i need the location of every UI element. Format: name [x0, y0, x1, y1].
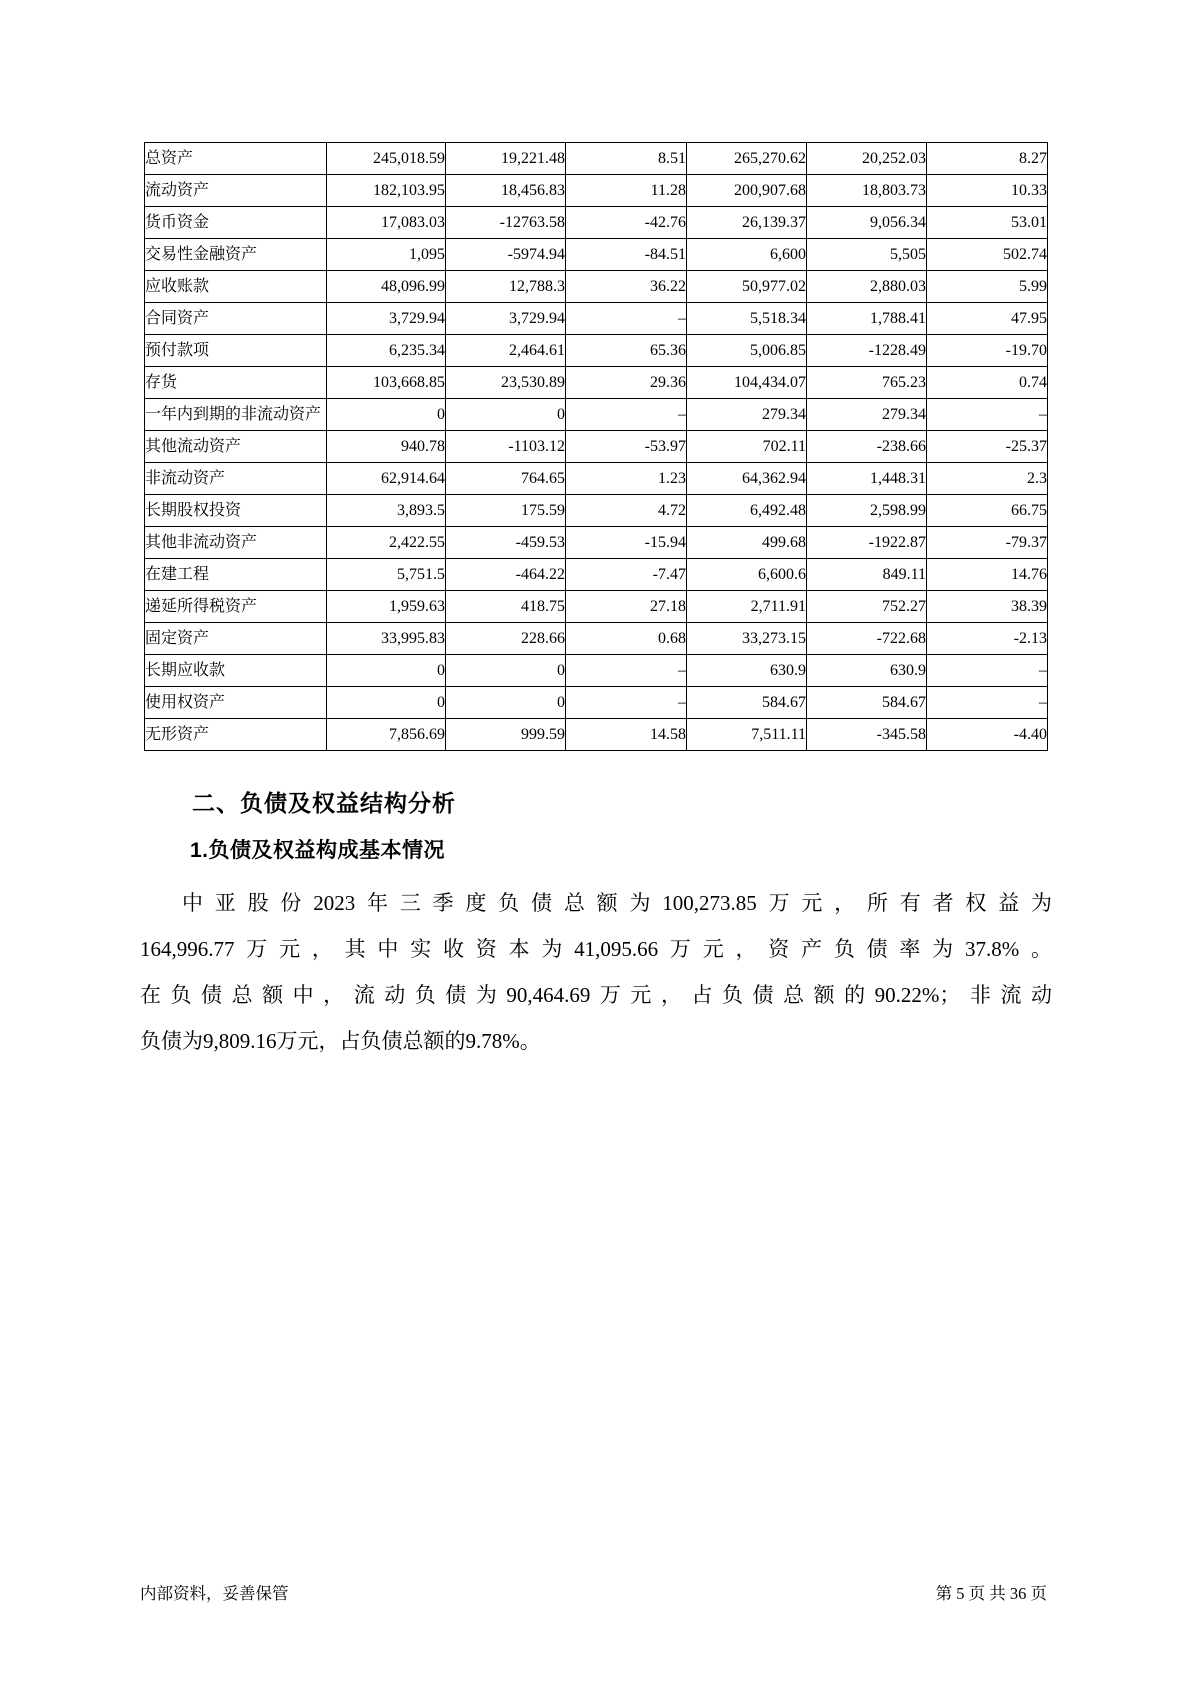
table-row: [145, 591, 1048, 623]
row-value: -12763.58: [446, 207, 566, 239]
row-value: 584.67: [807, 687, 927, 719]
table-row: [145, 367, 1048, 399]
row-value: 279.34: [807, 399, 927, 431]
row-value: 499.68: [687, 527, 807, 559]
row-value: 27.18: [566, 591, 687, 623]
row-value: 6,600: [687, 239, 807, 271]
row-value: 5.99: [927, 271, 1048, 303]
row-value: 3,729.94: [446, 303, 566, 335]
row-value: 2,422.55: [327, 527, 446, 559]
row-value: -2.13: [927, 623, 1048, 655]
table-row: [145, 271, 1048, 303]
row-value: 5,518.34: [687, 303, 807, 335]
row-value: 10.33: [927, 175, 1048, 207]
row-value: 5,505: [807, 239, 927, 271]
row-value: 62,914.64: [327, 463, 446, 495]
row-value: 29.36: [566, 367, 687, 399]
row-value: -84.51: [566, 239, 687, 271]
table-row: [145, 559, 1048, 591]
row-value: 228.66: [446, 623, 566, 655]
row-label: 存货: [145, 367, 327, 399]
row-value: 0: [327, 399, 446, 431]
table-row: [145, 143, 1048, 175]
table-row: [145, 207, 1048, 239]
row-value: 26,139.37: [687, 207, 807, 239]
row-value: 36.22: [566, 271, 687, 303]
row-value: 630.9: [687, 655, 807, 687]
row-label: 在建工程: [145, 559, 327, 591]
row-value: 3,893.5: [327, 495, 446, 527]
row-value: -15.94: [566, 527, 687, 559]
table-row: [145, 175, 1048, 207]
row-value: 1,448.31: [807, 463, 927, 495]
row-label: 货币资金: [145, 207, 327, 239]
row-value: 33,995.83: [327, 623, 446, 655]
sub-heading: 1.负债及权益构成基本情况: [190, 839, 446, 862]
row-value: 0.68: [566, 623, 687, 655]
row-value: 0: [446, 399, 566, 431]
row-label: 预付款项: [145, 335, 327, 367]
row-label: 其他流动资产: [145, 431, 327, 463]
row-value: 584.67: [687, 687, 807, 719]
row-value: 6,600.6: [687, 559, 807, 591]
table-row: [145, 527, 1048, 559]
footer-page-number: 第 5 页 共 36 页: [935, 1584, 1047, 1603]
row-value: 65.36: [566, 335, 687, 367]
paragraph-line: 164,996.77万元，其中实收资本为41,095.66万元，资产负债率为37.8%。: [140, 937, 1052, 961]
row-label: 长期应收款: [145, 655, 327, 687]
row-value: 999.59: [446, 719, 566, 751]
row-value: 7,856.69: [327, 719, 446, 751]
row-value: 5,751.5: [327, 559, 446, 591]
row-value: 0: [446, 687, 566, 719]
row-label: 固定资产: [145, 623, 327, 655]
row-value: 1,959.63: [327, 591, 446, 623]
row-value: 8.27: [927, 143, 1048, 175]
row-value: 19,221.48: [446, 143, 566, 175]
row-label: 使用权资产: [145, 687, 327, 719]
row-value: 33,273.15: [687, 623, 807, 655]
row-value: 6,235.34: [327, 335, 446, 367]
row-value: 14.76: [927, 559, 1048, 591]
row-value: -42.76: [566, 207, 687, 239]
row-value: 0: [327, 687, 446, 719]
row-value: 6,492.48: [687, 495, 807, 527]
row-value: 2,464.61: [446, 335, 566, 367]
row-value: –: [927, 687, 1048, 719]
row-value: 849.11: [807, 559, 927, 591]
table-row: [145, 687, 1048, 719]
row-value: -345.58: [807, 719, 927, 751]
analysis-paragraph: [140, 880, 1052, 1064]
row-value: -5974.94: [446, 239, 566, 271]
row-value: 66.75: [927, 495, 1048, 527]
row-value: 0: [446, 655, 566, 687]
row-value: 0: [327, 655, 446, 687]
row-value: 1,095: [327, 239, 446, 271]
row-value: 8.51: [566, 143, 687, 175]
row-value: 2,711.91: [687, 591, 807, 623]
row-value: –: [927, 655, 1048, 687]
row-value: 630.9: [807, 655, 927, 687]
row-value: 104,434.07: [687, 367, 807, 399]
row-value: 279.34: [687, 399, 807, 431]
row-label: 总资产: [145, 143, 327, 175]
table-row: [145, 655, 1048, 687]
section-heading: 二、负债及权益结构分析: [192, 790, 456, 816]
row-label: 流动资产: [145, 175, 327, 207]
footer-confidential-note: 内部资料，妥善保管: [140, 1584, 289, 1603]
row-value: -53.97: [566, 431, 687, 463]
paragraph-line: 中亚股份2023年三季度负债总额为100,273.85万元，所有者权益为: [182, 891, 1052, 915]
row-value: 18,803.73: [807, 175, 927, 207]
table-row: [145, 623, 1048, 655]
row-value: –: [566, 399, 687, 431]
row-value: 38.39: [927, 591, 1048, 623]
row-value: 765.23: [807, 367, 927, 399]
row-value: -7.47: [566, 559, 687, 591]
row-value: -238.66: [807, 431, 927, 463]
row-value: -1922.87: [807, 527, 927, 559]
row-value: -459.53: [446, 527, 566, 559]
table-row: [145, 495, 1048, 527]
row-value: 3,729.94: [327, 303, 446, 335]
row-label: 一年内到期的非流动资产: [145, 399, 327, 431]
table-row: [145, 335, 1048, 367]
row-value: 752.27: [807, 591, 927, 623]
row-value: 47.95: [927, 303, 1048, 335]
row-value: 182,103.95: [327, 175, 446, 207]
row-value: 103,668.85: [327, 367, 446, 399]
row-value: 200,907.68: [687, 175, 807, 207]
row-value: –: [927, 399, 1048, 431]
row-value: -464.22: [446, 559, 566, 591]
paragraph-line: 负债为9,809.16万元，占负债总额的9.78%。: [140, 1029, 541, 1053]
row-value: 2,598.99: [807, 495, 927, 527]
row-value: 2.3: [927, 463, 1048, 495]
row-label: 应收账款: [145, 271, 327, 303]
row-label: 递延所得税资产: [145, 591, 327, 623]
row-value: 2,880.03: [807, 271, 927, 303]
row-value: 9,056.34: [807, 207, 927, 239]
row-value: 502.74: [927, 239, 1048, 271]
table-row: [145, 431, 1048, 463]
row-value: 940.78: [327, 431, 446, 463]
row-value: 50,977.02: [687, 271, 807, 303]
row-value: -79.37: [927, 527, 1048, 559]
row-value: –: [566, 655, 687, 687]
row-value: 1.23: [566, 463, 687, 495]
table-row: [145, 239, 1048, 271]
row-value: 245,018.59: [327, 143, 446, 175]
table-row: [145, 719, 1048, 751]
row-value: 265,270.62: [687, 143, 807, 175]
row-value: 17,083.03: [327, 207, 446, 239]
row-value: 14.58: [566, 719, 687, 751]
row-label: 长期股权投资: [145, 495, 327, 527]
row-value: 175.59: [446, 495, 566, 527]
row-value: 64,362.94: [687, 463, 807, 495]
row-value: 48,096.99: [327, 271, 446, 303]
row-value: 18,456.83: [446, 175, 566, 207]
balance-table-body: [145, 143, 1048, 751]
row-value: 764.65: [446, 463, 566, 495]
row-label: 合同资产: [145, 303, 327, 335]
row-value: 20,252.03: [807, 143, 927, 175]
row-value: 4.72: [566, 495, 687, 527]
balance-sheet-table: [144, 142, 1048, 751]
row-value: –: [566, 687, 687, 719]
row-value: –: [566, 303, 687, 335]
row-value: -1228.49: [807, 335, 927, 367]
row-value: 53.01: [927, 207, 1048, 239]
row-value: 418.75: [446, 591, 566, 623]
row-label: 交易性金融资产: [145, 239, 327, 271]
row-label: 非流动资产: [145, 463, 327, 495]
table-row: [145, 463, 1048, 495]
row-value: 0.74: [927, 367, 1048, 399]
row-label: 其他非流动资产: [145, 527, 327, 559]
row-value: -1103.12: [446, 431, 566, 463]
paragraph-line: 在负债总额中，流动负债为90,464.69万元，占负债总额的90.22%；非流动: [140, 983, 1052, 1007]
row-value: -25.37: [927, 431, 1048, 463]
row-value: -722.68: [807, 623, 927, 655]
row-label: 无形资产: [145, 719, 327, 751]
row-value: 11.28: [566, 175, 687, 207]
row-value: 12,788.3: [446, 271, 566, 303]
row-value: 7,511.11: [687, 719, 807, 751]
table-row: [145, 399, 1048, 431]
row-value: 702.11: [687, 431, 807, 463]
row-value: 23,530.89: [446, 367, 566, 399]
table-row: [145, 303, 1048, 335]
row-value: -4.40: [927, 719, 1048, 751]
row-value: -19.70: [927, 335, 1048, 367]
row-value: 5,006.85: [687, 335, 807, 367]
row-value: 1,788.41: [807, 303, 927, 335]
